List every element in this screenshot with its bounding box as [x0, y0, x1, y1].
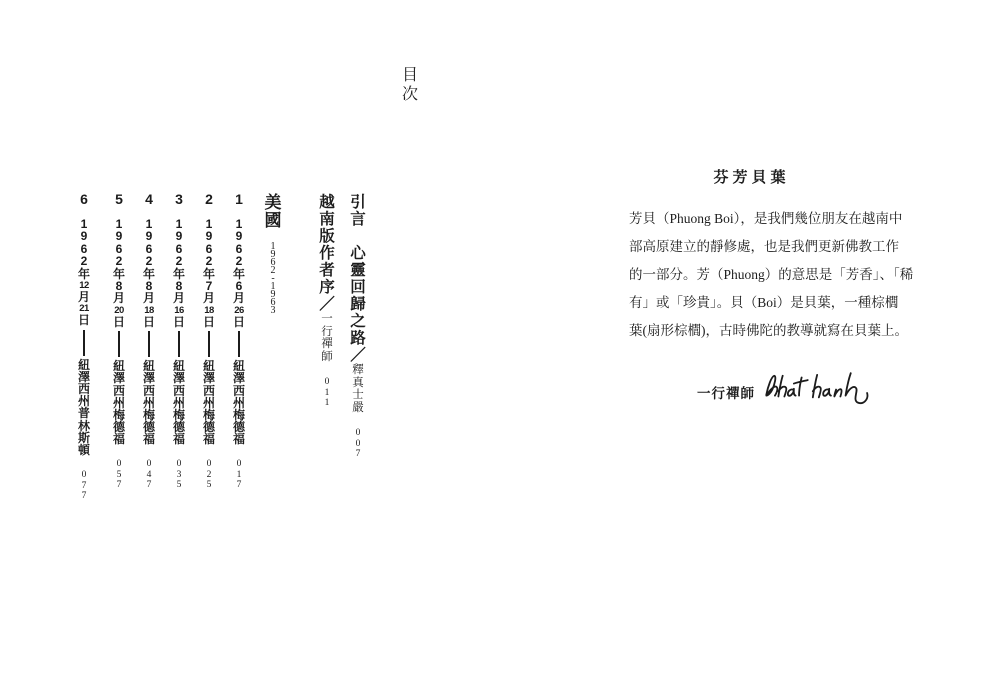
paragraph-line: 部高原建立的靜修處，也是我們更新佛教工作: [629, 239, 899, 254]
paragraph-line: 有」或「珍貴」。貝（Boi）是貝葉，一種棕櫚: [629, 295, 899, 310]
signature-row: [629, 368, 874, 406]
toc-column-e4: 4 1 9 6 2 年 8 月 18 日 紐 澤 西 州 梅 德 福 0 4 7: [142, 191, 155, 491]
toc-column-preface: 越 南 版 作 者 序 ／ 一 行 禪 師 0 1 1: [319, 194, 335, 408]
paragraph-line: 的一部分。芳（Phuong）的意思是「芳香」、「稀: [629, 267, 914, 282]
intro-paragraph: [629, 205, 914, 345]
toc-column-intro: 引 言 心 靈 回 歸 之 路 ／ 釋 真 士 嚴 0 0 7: [350, 194, 366, 459]
paragraph-line: 芳貝（Phuong Boi），是我們幾位朋友在越南中: [629, 211, 903, 226]
right-page: [629, 168, 914, 406]
toc-column-e1: 1 1 9 6 2 年 6 月 26 日 紐 澤 西 州 梅 德 福 0 1 7: [232, 191, 245, 491]
paragraph-line: 葉(扇形棕櫚)，古時佛陀的教導就寫在貝葉上。: [629, 323, 908, 338]
section-heading: 芬芳貝葉: [713, 170, 790, 186]
vertical-dash: [148, 331, 149, 357]
vertical-dash: [178, 331, 179, 357]
toc-column-section: 美 國 1 9 6 2 - 1 9 6 3: [264, 193, 282, 316]
toc-column-e3: 3 1 9 6 2 年 8 月 16 日 紐 澤 西 州 梅 德 福 0 3 5: [172, 191, 185, 491]
vertical-dash: [208, 331, 209, 357]
toc-column-e2: 2 1 9 6 2 年 7 月 18 日 紐 澤 西 州 梅 德 福 0 2 5: [202, 191, 215, 491]
page-title: 目 次: [401, 67, 418, 103]
toc-column-e5: 5 1 9 6 2 年 8 月 20 日 紐 澤 西 州 梅 德 福 0 5 7: [112, 191, 125, 491]
signature-nhat-hanh: [762, 368, 874, 406]
toc-column-e6: 6 1 9 6 2 年 12 月 21 日 紐 澤 西 州 普 林 斯 頓 0 7 7: [77, 191, 90, 502]
vertical-dash: [238, 331, 239, 357]
signature-label: 一行禪師: [697, 386, 755, 401]
vertical-dash: [83, 330, 84, 356]
vertical-dash: [118, 331, 119, 357]
